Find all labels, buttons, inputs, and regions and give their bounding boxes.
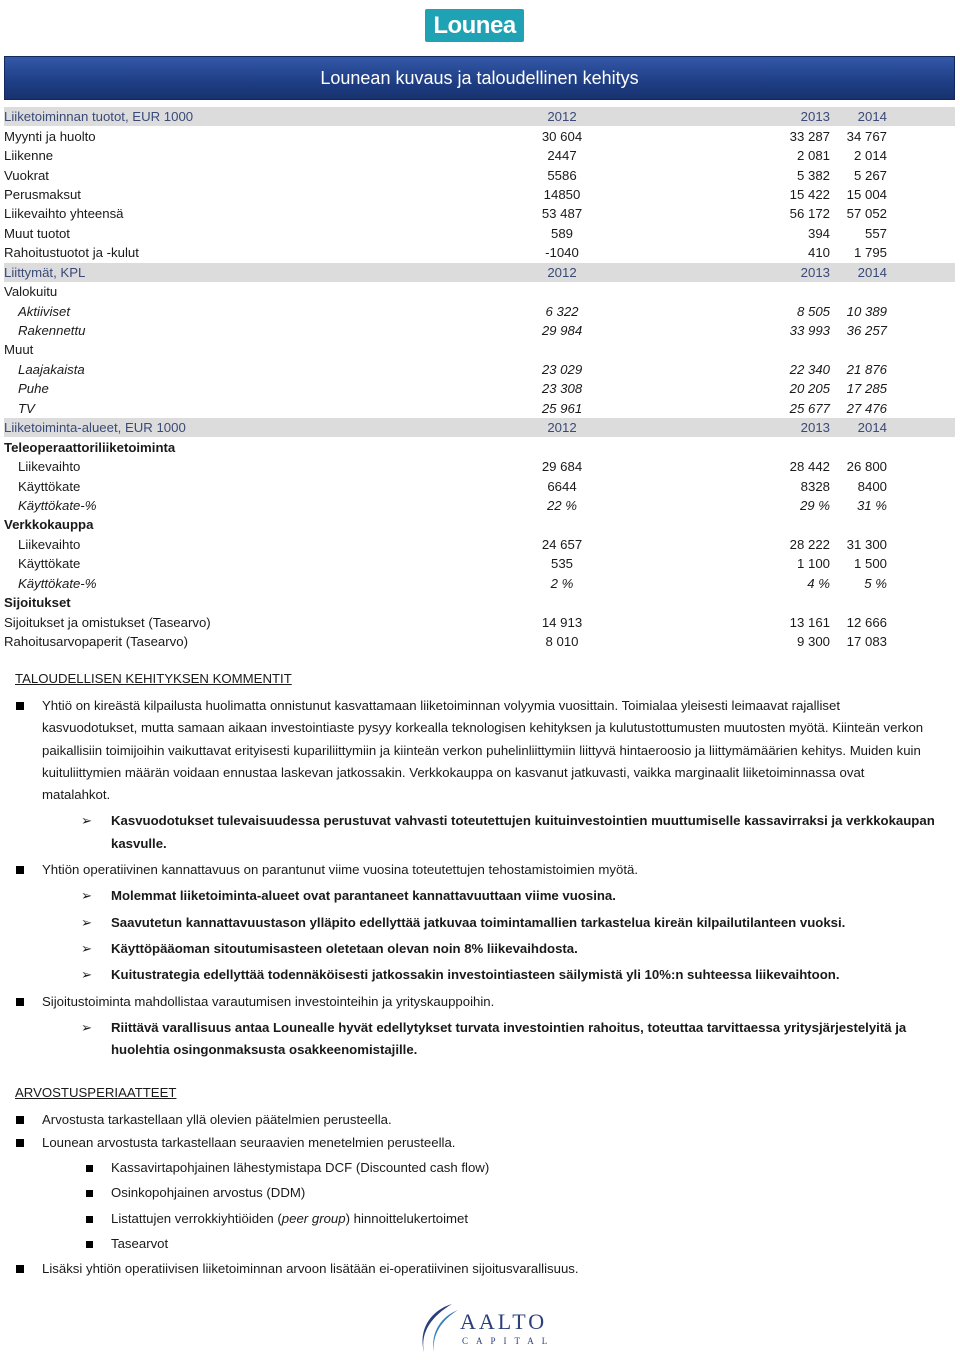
cell-2014 <box>842 515 955 534</box>
row-label: Liittymät, KPL <box>4 263 506 282</box>
cell-2013: 33 287 <box>789 128 830 144</box>
table-row <box>4 399 955 418</box>
table-header-row <box>4 418 955 437</box>
item-text: ) hinnoittelukertoimet <box>345 1210 469 1226</box>
cell-2012: 14850 <box>543 186 581 202</box>
cell-2014: 5 267 <box>853 167 887 183</box>
table-row <box>4 457 955 476</box>
table-row <box>4 243 955 262</box>
cell-2012: 589 <box>550 225 573 241</box>
cell-2014: 2014 <box>842 418 955 437</box>
cell-2012: 5586 <box>547 167 577 183</box>
row-label: Rakennettu <box>18 323 86 339</box>
arrow-bullet-icon: ➢ <box>81 940 93 956</box>
cell-2013: 56 172 <box>789 206 830 222</box>
cell-2014 <box>842 593 955 612</box>
comments-section <box>15 669 935 1281</box>
item-text: Kasvuodotukset tulevaisuudessa perustuvat vahvasti toteutettujen kuituinvestointien muuttumiselle kassavirraksi ja verkkokaupan kasvulle. <box>111 813 935 851</box>
cell-2014: 2014 <box>842 107 955 126</box>
item-text: Sijoitustoiminta mahdollistaa varautumisen investointeihin ja yrityskauppoihin. <box>42 993 495 1009</box>
cell-2013: 394 <box>807 225 830 241</box>
cell-2012: 2012 <box>506 418 618 437</box>
cell-2014 <box>842 437 955 456</box>
cell-2012: 8 010 <box>545 634 579 650</box>
table-row <box>4 321 955 340</box>
row-label: Valokuitu <box>4 284 58 300</box>
cell-2013 <box>618 515 842 534</box>
row-label: Käyttökate <box>18 556 81 572</box>
row-label: Sijoitukset ja omistukset (Tasearvo) <box>4 614 211 630</box>
cell-2014: 15 004 <box>846 186 887 202</box>
arrow-bullet-item <box>15 964 935 986</box>
row-label: Myynti ja huolto <box>4 128 96 144</box>
table-row <box>4 301 955 320</box>
cell-2014: 557 <box>864 225 887 241</box>
cell-2013: 9 300 <box>796 634 830 650</box>
arrow-bullet-icon: ➢ <box>81 1019 93 1035</box>
aalto-name: AALTO <box>460 1309 548 1334</box>
row-label: Liiketoiminta-alueet, EUR 1000 <box>4 418 506 437</box>
valuation-list <box>15 1109 935 1280</box>
cell-2014: 21 876 <box>846 361 887 377</box>
arrow-bullet-item <box>15 1017 935 1062</box>
cell-2012: 2447 <box>547 148 577 164</box>
item-text: Saavutetun kannattavuustason ylläpito edellyttää jatkuvaa toimintamallien tarkastelua kireän kilpailutilanteen vuoksi. <box>111 914 846 930</box>
item-text: Kassavirtapohjainen lähestymistapa DCF (Discounted cash flow) <box>111 1160 490 1176</box>
row-label: Muut <box>4 342 34 358</box>
cell-2012: 25 961 <box>541 400 583 416</box>
cell-2012: 2012 <box>506 107 618 126</box>
bullet-item <box>15 695 935 806</box>
table-row <box>4 165 955 184</box>
cell-2013: 15 422 <box>789 186 830 202</box>
cell-2012: 29 984 <box>541 323 583 339</box>
cell-2014: 1 500 <box>853 556 887 572</box>
item-text: Tasearvot <box>111 1235 169 1251</box>
cell-2014: 2 014 <box>853 148 887 164</box>
bullet-item <box>15 1132 935 1154</box>
aalto-swoosh-icon <box>412 1300 464 1355</box>
item-text: Yhtiö on kireästä kilpailusta huolimatta onnistunut kasvattamaan liiketoiminnan volyymia vuosittain. Toimialaa yleisesti leimaavat rajalliset kasvuodotukset, mutta samaan aikaan investointiaste pysyy korkealla teknologisen kehityksen ja kulutustottumusten muutosten myötä. Kiinteän verkon paikallisiin toimijoihin vaikuttavat erityisesti kupariliittymiin ja kiinteän verkon puhelinliittymiin liittyvä hintaeroosio ja liittymämäärien kehitys. Muiden kuin kuituliittymien määrän voidaan ennustaa laskevan jatkossakin. Verkkokauppa on kasvanut jatkuvasti, vaikka marginaalit liiketoiminnassa ovat matalahkot. <box>42 698 924 803</box>
cell-2012: 6 322 <box>545 303 579 319</box>
cell-2012: 2 % <box>550 575 574 591</box>
aalto-capital-logo <box>412 1300 556 1355</box>
table-row <box>4 554 955 573</box>
item-text: Listattujen verrokkiyhtiöiden ( <box>111 1210 282 1226</box>
financials-table <box>4 107 955 651</box>
cell-2013: 22 340 <box>789 361 830 377</box>
table-row <box>4 574 955 593</box>
item-text: Kuitustrategia edellyttää todennäköisesti jatkossakin investointiasteen säilymistä yli 10%:n suhteessa liikevaihtoon. <box>111 967 840 983</box>
item-text-italic: peer group <box>281 1210 346 1226</box>
cell-2013 <box>618 437 842 456</box>
cell-2012: -1040 <box>545 245 579 261</box>
cell-2013: 2 081 <box>796 148 830 164</box>
cell-2014: 17 285 <box>846 381 887 397</box>
valuation-title: ARVOSTUSPERIAATTEET <box>15 1085 177 1101</box>
bullet-item <box>15 991 935 1013</box>
item-text: Riittävä varallisuus antaa Lounealle hyvät edellytykset turvata investointien rahoitus, toteuttaa tarvittaessa yritysjärjestelyitä ja huolehtia osingonmaksusta osakkeenomistajille. <box>111 1019 907 1058</box>
cell-2014: 57 052 <box>846 206 887 222</box>
table-row <box>4 437 955 456</box>
row-label: Sijoitukset <box>4 595 71 611</box>
cell-2013: 2013 <box>618 418 842 437</box>
row-label: Käyttökate-% <box>18 497 97 513</box>
cell-2014: 27 476 <box>846 400 887 416</box>
cell-2014: 36 257 <box>846 323 887 339</box>
table-row <box>4 612 955 631</box>
cell-2013: 28 442 <box>789 459 830 475</box>
arrow-bullet-icon: ➢ <box>81 813 93 829</box>
cell-2012 <box>506 282 618 301</box>
cell-2013: 1 100 <box>796 556 830 572</box>
arrow-bullet-item <box>15 912 935 934</box>
item-text: Käyttöpääoman sitoutumisasteen oletetaan olevan noin 8% liikevaihdosta. <box>111 940 578 956</box>
cell-2014: 1 795 <box>853 245 887 261</box>
table-header-row <box>4 107 955 126</box>
table-row <box>4 282 955 301</box>
item-text: Lounean arvostusta tarkastellaan seuraavien menetelmien perusteella. <box>42 1134 456 1150</box>
cell-2013 <box>618 340 842 359</box>
cell-2014: 26 800 <box>846 459 887 475</box>
table-row <box>4 496 955 515</box>
table-row <box>4 593 955 612</box>
page-title-banner <box>4 56 955 100</box>
cell-2012: 535 <box>550 556 573 572</box>
aalto-sub: CAPITAL <box>462 1336 556 1346</box>
cell-2012 <box>506 340 618 359</box>
table-row <box>4 535 955 554</box>
row-label: Vuokrat <box>4 167 49 183</box>
cell-2013 <box>618 593 842 612</box>
table-row <box>4 476 955 495</box>
cell-2014 <box>842 282 955 301</box>
comments-list <box>15 695 935 1061</box>
arrow-bullet-item <box>15 810 935 855</box>
arrow-bullet-item <box>15 938 935 960</box>
row-label: Teleoperaattoriliiketoiminta <box>4 439 176 455</box>
table-row <box>4 340 955 359</box>
item-text: Molemmat liiketoiminta-alueet ovat parantaneet kannattavuuttaan viime vuosina. <box>111 888 616 904</box>
row-label: TV <box>18 400 35 416</box>
arrow-bullet-icon: ➢ <box>81 967 93 983</box>
row-label: Aktiiviset <box>18 303 71 319</box>
arrow-bullet-icon: ➢ <box>81 888 93 904</box>
cell-2012: 23 029 <box>541 361 583 377</box>
row-label: Käyttökate-% <box>18 575 97 591</box>
bullet-item <box>15 1233 935 1255</box>
table-row <box>4 126 955 145</box>
table-row <box>4 224 955 243</box>
row-label: Puhe <box>18 381 49 397</box>
cell-2013: 33 993 <box>789 323 830 339</box>
cell-2014: 2014 <box>842 263 955 282</box>
cell-2012 <box>506 437 618 456</box>
bullet-item <box>15 1258 935 1280</box>
cell-2013: 2013 <box>618 263 842 282</box>
item-text: Lisäksi yhtiön operatiivisen liiketoiminnan arvoon lisätään ei-operatiivinen sijoitusvarallisuus. <box>42 1261 579 1277</box>
row-label: Rahoitusarvopaperit (Tasearvo) <box>4 634 188 650</box>
row-label: Verkkokauppa <box>4 517 94 533</box>
table-row <box>4 379 955 398</box>
cell-2014: 31 % <box>856 497 887 513</box>
cell-2013: 4 % <box>807 575 830 591</box>
page-title: Lounean kuvaus ja taloudellinen kehitys <box>320 68 639 88</box>
cell-2012: 53 487 <box>541 206 583 222</box>
cell-2014: 5 % <box>864 575 887 591</box>
cell-2014: 17 083 <box>846 634 887 650</box>
bullet-item <box>15 1182 935 1204</box>
cell-2012: 29 684 <box>541 459 583 475</box>
cell-2013: 20 205 <box>789 381 830 397</box>
cell-2012: 2012 <box>506 263 618 282</box>
row-label: Liiketoiminnan tuotot, EUR 1000 <box>4 107 506 126</box>
row-label: Perusmaksut <box>4 186 81 202</box>
cell-2014: 8400 <box>857 478 887 494</box>
cell-2013: 29 % <box>799 497 830 513</box>
cell-2014: 10 389 <box>846 303 887 319</box>
table-row <box>4 632 955 651</box>
bullet-item <box>15 859 935 881</box>
row-label: Liikevaihto yhteensä <box>4 206 124 222</box>
row-label: Liikevaihto <box>18 459 81 475</box>
row-label: Liikevaihto <box>18 536 81 552</box>
cell-2012: 22 % <box>546 497 578 513</box>
cell-2012: 14 913 <box>541 614 583 630</box>
table-row <box>4 204 955 223</box>
item-text: Arvostusta tarkastellaan yllä olevien päätelmien perusteella. <box>42 1112 392 1128</box>
cell-2012 <box>506 593 618 612</box>
cell-2012: 6644 <box>547 478 577 494</box>
cell-2013 <box>618 282 842 301</box>
cell-2014 <box>842 340 955 359</box>
cell-2014: 31 300 <box>846 536 887 552</box>
row-label: Käyttökate <box>18 478 81 494</box>
cell-2012: 30 604 <box>541 128 583 144</box>
bullet-item <box>15 1109 935 1131</box>
bullet-item <box>15 1157 935 1179</box>
cell-2013: 25 677 <box>789 400 830 416</box>
comments-title: TALOUDELLISEN KEHITYKSEN KOMMENTIT <box>15 671 292 686</box>
table-row <box>4 185 955 204</box>
cell-2013: 5 382 <box>796 167 830 183</box>
cell-2013: 2013 <box>618 107 842 126</box>
item-text: Yhtiön operatiivinen kannattavuus on parantunut viime vuosina toteutettujen tehostamistoimien myötä. <box>42 862 638 878</box>
cell-2012: 23 308 <box>541 381 583 397</box>
bullet-item <box>15 1208 935 1230</box>
cell-2014: 34 767 <box>846 128 887 144</box>
table-row <box>4 146 955 165</box>
cell-2012: 24 657 <box>541 536 583 552</box>
cell-2014: 12 666 <box>846 614 887 630</box>
lounea-logo: Lounea <box>425 9 524 42</box>
row-label: Liikenne <box>4 148 54 164</box>
row-label: Muut tuotot <box>4 225 70 241</box>
table-row <box>4 515 955 534</box>
arrow-bullet-item <box>15 885 935 907</box>
cell-2013: 28 222 <box>789 536 830 552</box>
row-label: Laajakaista <box>18 361 85 377</box>
cell-2013: 13 161 <box>789 614 830 630</box>
row-label: Rahoitustuotot ja -kulut <box>4 245 139 261</box>
item-text: Osinkopohjainen arvostus (DDM) <box>111 1185 306 1201</box>
arrow-bullet-icon: ➢ <box>81 914 93 930</box>
cell-2013: 8328 <box>800 478 830 494</box>
cell-2012 <box>506 515 618 534</box>
cell-2013: 8 505 <box>796 303 830 319</box>
table-row <box>4 360 955 379</box>
table-header-row <box>4 263 955 282</box>
cell-2013: 410 <box>807 245 830 261</box>
